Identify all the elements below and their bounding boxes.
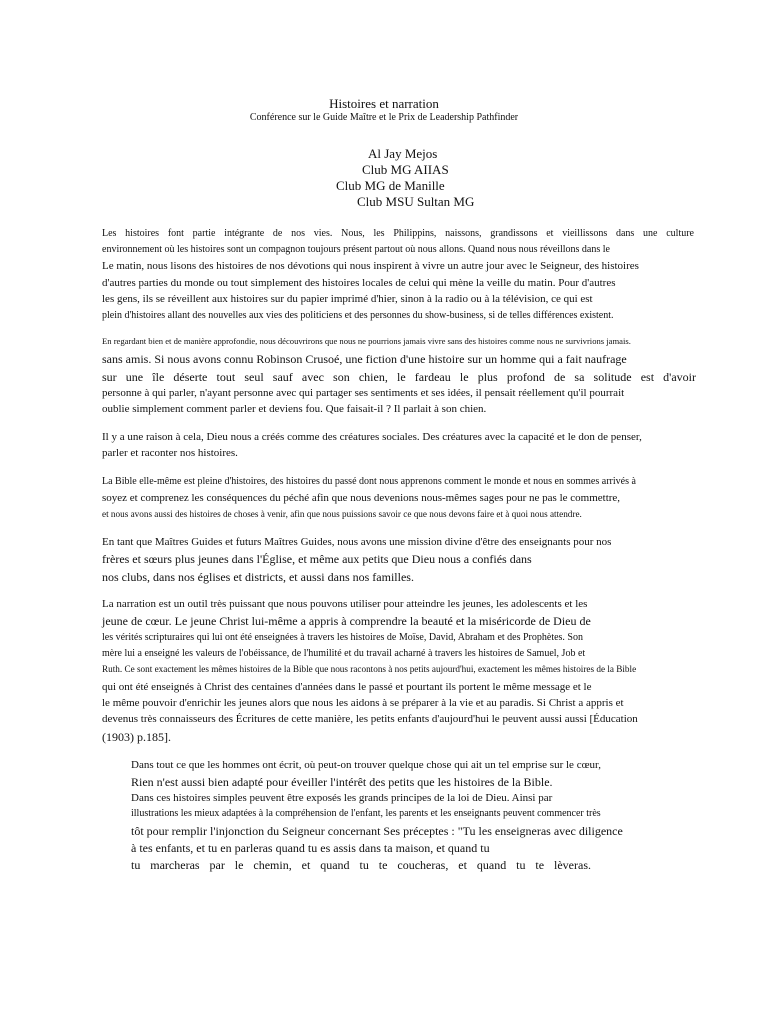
document-title: Histoires et narration [329, 96, 439, 111]
paragraph-3-line: Il y a une raison à cela, Dieu nous a créés comme des créatures sociales. Des créatures avec la capacité et le don de penser, [102, 431, 642, 443]
paragraph-6-line: devenus très connaisseurs des Écritures de cette manière, les petits enfants d'aujourd'hui le peuvent aussi aussi [Éducation [102, 713, 638, 725]
paragraph-2-line: personne à qui parler, n'ayant personne avec qui partager ses sentiments et ses idées, il pensait réellement qu'il pourrait [102, 387, 625, 399]
paragraph-4-line: soyez et comprenez les conséquences du péché afin que nous devenions nous-mêmes sages pour ne pas le commettre, [102, 492, 621, 504]
paragraph-2-line: sans amis. Si nous avons connu Robinson Crusoé, une fiction d'une histoire sur un homme qui a fait naufrage [102, 352, 627, 366]
paragraph-6-line: mère lui a enseigné les valeurs de l'obéissance, de l'humilité et du travail acharné à travers les histoires de Samuel, Job et [102, 648, 586, 659]
paragraph-6-line: (1903) p.185]. [102, 730, 171, 744]
paragraph-2-line: En regardant bien et de manière approfondie, nous découvrirons que nous ne pourrions jamais vivre sans des histoires comme nous ne survivrions jamais. [102, 336, 631, 346]
paragraph-1-line: Les histoires font partie intégrante de nos vies. Nous, les Philippins, naissons, grandissons et vieillissons dans une culture [102, 228, 694, 239]
club-aiias: Club MG AIIAS [362, 162, 449, 177]
quote-line: Dans tout ce que les hommes ont écrit, où peut-on trouver quelque chose qui ait un tel emprise sur le cœur, [131, 759, 601, 771]
paragraph-1-line: Le matin, nous lisons des histoires de nos dévotions qui nous inspirent à vivre un autre jour avec le Seigneur, des histoires [102, 260, 639, 272]
paragraph-2-line: sur une île déserte tout seul sauf avec son chien, le fardeau le plus profond de sa solitude est d'avoir [102, 370, 696, 384]
paragraph-3-line: parler et raconter nos histoires. [102, 447, 238, 459]
quote-line: illustrations les mieux adaptées à la compréhension de l'enfant, les parents et les enseignants peuvent commencer très [131, 808, 601, 819]
paragraph-4-line: La Bible elle-même est pleine d'histoires, des histoires du passé dont nous apprenons comment le monde et nous en sommes arrivés à [102, 476, 636, 487]
paragraph-6-line: jeune de cœur. Le jeune Christ lui-même a appris à comprendre la beauté et la miséricorde de Dieu de [102, 614, 591, 628]
document-subtitle: Conférence sur le Guide Maître et le Prix de Leadership Pathfinder [249, 112, 519, 123]
quote-line: à tes enfants, et tu en parleras quand tu es assis dans ta maison, et quand tu [131, 841, 490, 855]
paragraph-2-line: oublie simplement comment parler et deviens fou. Que faisait-il ? Il parlait à son chien. [102, 403, 487, 415]
quote-line: tu marcheras par le chemin, et quand tu te coucheras, et quand tu te lèveras. [131, 858, 591, 872]
paragraph-1-line: les gens, ils se réveillent aux histoires sur du papier imprimé d'hier, sinon à la radio ou à la télévision, ce qui est [102, 293, 593, 305]
paragraph-5-line: En tant que Maîtres Guides et futurs Maîtres Guides, nous avons une mission divine d'être des enseignants pour nos [102, 536, 612, 548]
paragraph-6-line: Ruth. Ce sont exactement les mêmes histoires de la Bible que nous racontons à nos petits aujourd'hui, exactement les mêmes histoires de la Bible [102, 664, 637, 674]
author-name: Al Jay Mejos [368, 146, 438, 161]
club-manille: Club MG de Manille [336, 178, 445, 193]
paragraph-6-line: qui ont été enseignés à Christ des centaines d'années dans le passé et pourtant ils portent le même message et le [102, 681, 592, 693]
paragraph-6-line: le même pouvoir d'enrichir les jeunes alors que nous les aidons à se préparer à la vie et au paradis. Si Christ a appris et [102, 697, 624, 709]
paragraph-1-line: plein d'histoires allant des nouvelles aux vies des politiciens et des personnes du show-business, si de telles différences existent. [102, 310, 614, 321]
paragraph-5-line: nos clubs, dans nos églises et districts, et aussi dans nos familles. [102, 570, 414, 584]
quote-line: Rien n'est aussi bien adapté pour éveiller l'intérêt des petits que les histoires de la Bible. [131, 775, 553, 789]
paragraph-6-line: La narration est un outil très puissant que nous pouvons utiliser pour atteindre les jeunes, les adolescents et les [102, 598, 588, 610]
paragraph-6-line: les vérités scripturaires qui lui ont été enseignées à travers les histoires de Moïse, David, Abraham et des Prophètes. Son [102, 632, 583, 643]
paragraph-1-line: environnement où les histoires sont un compagnon toujours présent partout où nous allons. Quand nous nous réveillons dans le [102, 244, 610, 255]
paragraph-1-line: d'autres parties du monde ou tout simplement des histoires locales de celui qui mène la veille du matin. Pour d'autres [102, 277, 616, 289]
quote-line: Dans ces histoires simples peuvent être exposés les grands principes de la loi de Dieu. Ainsi par [131, 792, 553, 804]
club-msu-sultan: Club MSU Sultan MG [357, 194, 475, 209]
quote-line: tôt pour remplir l'injonction du Seigneur concernant Ses préceptes : "Tu les enseigneras avec diligence [131, 824, 623, 838]
paragraph-5-line: frères et sœurs plus jeunes dans l'Église, et même aux petits que Dieu nous a confiés dans [102, 552, 532, 566]
paragraph-4-line: et nous avons aussi des histoires de choses à venir, afin que nous puissions savoir ce que nous devons faire et à quoi nous attendre. [102, 509, 582, 519]
